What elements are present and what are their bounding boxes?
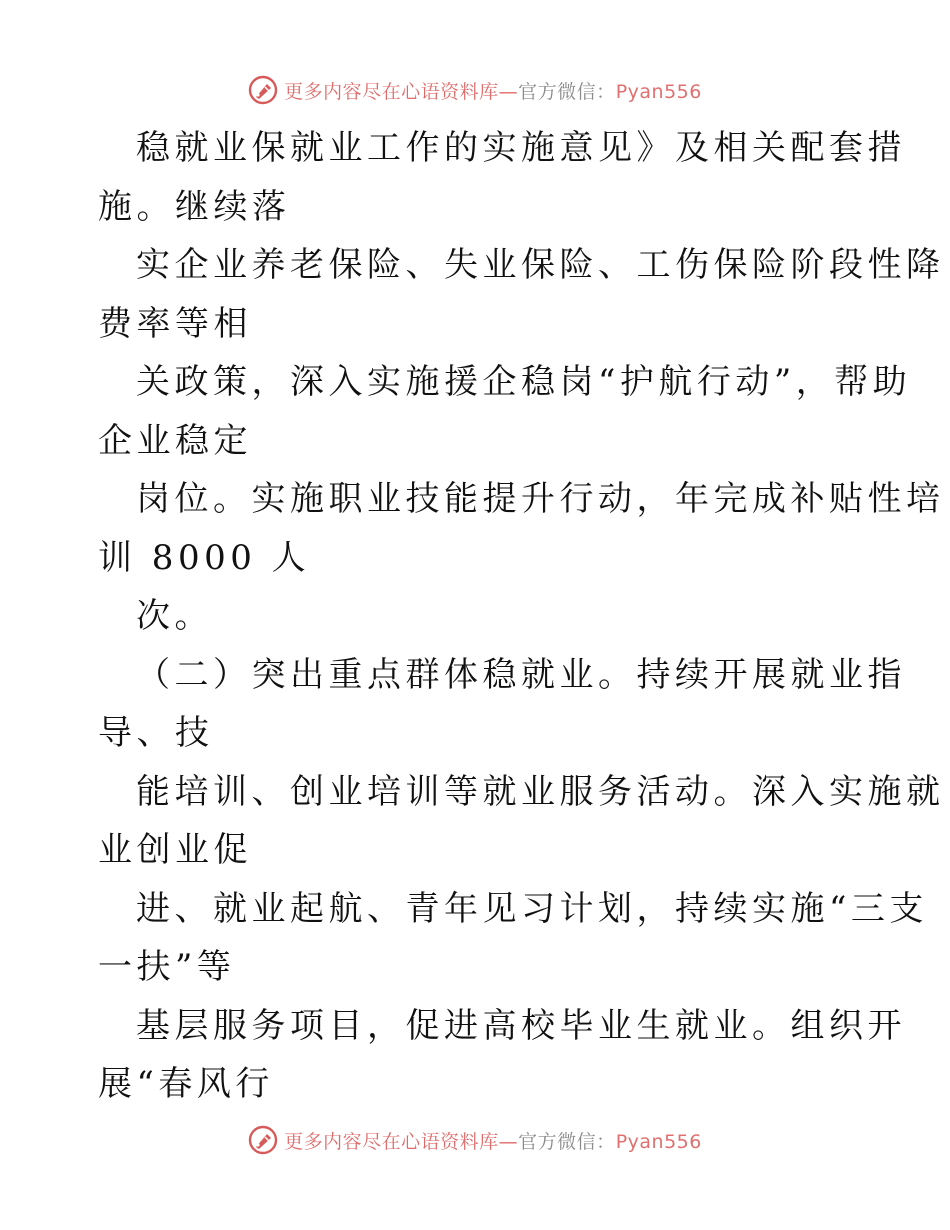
pen-nib-logo-icon <box>248 75 278 105</box>
text-line: 关政策，深入实施援企稳岗“护航行动”，帮助 <box>136 362 912 402</box>
text-line: 能培训、创业培训等就业服务活动。深入实施就 <box>136 771 945 812</box>
watermark-wechat-id: Pyan556 <box>615 80 702 103</box>
text-line: 费率等相 <box>98 303 252 344</box>
text-line: 岗位。实施职业技能提升行动，年完成补贴性培 <box>136 479 945 519</box>
text-line: 业创业促 <box>98 830 252 870</box>
footer-watermark <box>0 1120 950 1160</box>
watermark-text <box>284 1127 702 1154</box>
text-line: 稳就业保就业工作的实施意见》及相关配套措 <box>136 128 906 168</box>
text-line: 基层服务项目，促进高校毕业生就业。组织开 <box>136 1005 906 1046</box>
watermark-text <box>284 77 702 104</box>
text-line: 导、技 <box>98 713 214 753</box>
pen-nib-logo-icon <box>248 1125 278 1155</box>
document-body <box>98 119 945 1114</box>
watermark-wechat-label: 官方微信： <box>518 1130 616 1153</box>
text-line: 进、就业起航、青年见习计划，持续实施“三支 <box>136 888 928 929</box>
watermark-cn: 更多内容尽在心语资料库 <box>284 80 499 103</box>
watermark-dash: — <box>498 80 519 103</box>
watermark-cn: 更多内容尽在心语资料库 <box>284 1130 499 1153</box>
text-line: 企业稳定 <box>98 420 252 461</box>
text-line: （二）突出重点群体稳就业。持续开展就业指 <box>136 654 906 695</box>
text-line: 展“春风行 <box>98 1064 274 1104</box>
watermark-wechat-id: Pyan556 <box>615 1130 702 1153</box>
header-watermark <box>0 70 950 110</box>
text-line: 训 8000 人 <box>98 537 311 578</box>
watermark-dash: — <box>498 1130 519 1153</box>
text-line: 施。继续落 <box>98 186 291 227</box>
watermark-wechat-label: 官方微信： <box>518 80 616 103</box>
text-line: 次。 <box>136 596 213 636</box>
text-line: 一扶”等 <box>98 947 236 987</box>
text-line: 实企业养老保险、失业保险、工伤保险阶段性降 <box>136 245 945 285</box>
